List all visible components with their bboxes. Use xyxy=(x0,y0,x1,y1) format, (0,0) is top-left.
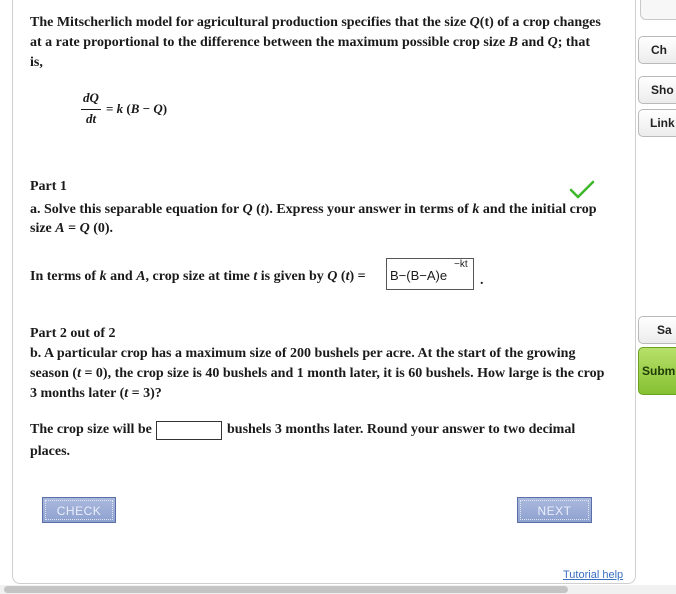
check-button[interactable]: CHECK xyxy=(42,497,116,523)
sidebar-button-4[interactable]: Sa xyxy=(638,316,676,344)
scrollbar-thumb[interactable] xyxy=(4,586,568,593)
correct-check-icon xyxy=(569,180,595,200)
intro-line-2: at a rate proportional to the difference between the maximum possible crop size B and Q; that xyxy=(30,35,590,50)
part1-question-line-1: a. Solve this separable equation for Q (t). Express your answer in terms of k and the initial crop xyxy=(30,202,597,217)
part1-answer-period: . xyxy=(480,273,484,288)
intro-line-3: is, xyxy=(30,55,43,70)
tutorial-help-link[interactable]: Tutorial help xyxy=(563,569,624,581)
crop-size-input[interactable] xyxy=(156,421,222,440)
horizontal-scrollbar[interactable] xyxy=(0,585,676,594)
intro-line-1: The Mitscherlich model for agricultural production specifies that the size Q(t) of a crop changes xyxy=(30,15,601,30)
equation-rhs: = k (B − Q) xyxy=(106,101,168,116)
part2-question-line-2: season (t = 0), the crop size is 40 bushels and 1 month later, it is 60 bushels. How large is the crop xyxy=(30,366,605,381)
part1-answer-box xyxy=(386,258,474,290)
part2-question-line-1: b. A particular crop has a maximum size of 200 bushels per acre. At the start of the growing xyxy=(30,346,576,361)
part2-answer-suffix-2: places. xyxy=(30,444,71,459)
sidebar-button-1[interactable]: Ch xyxy=(638,36,676,64)
sidebar-submit-button[interactable]: Subm xyxy=(638,347,676,395)
next-button[interactable]: NEXT xyxy=(517,497,592,523)
answer-exponent: −kt xyxy=(454,259,468,270)
part2-heading: Part 2 out of 2 xyxy=(30,326,116,341)
part1-answer-prompt: In terms of k and A, crop size at time t is given by Q (t) = xyxy=(30,269,366,284)
sidebar-button-2[interactable]: Sho xyxy=(638,76,676,104)
sidebar-button-3[interactable]: Link xyxy=(638,109,676,137)
equation-fraction-bar xyxy=(81,109,101,110)
part2-question-line-3: 3 months later (t = 3)? xyxy=(30,386,162,401)
part2-answer-prefix: The crop size will be xyxy=(30,422,152,437)
sidebar-top-tab[interactable] xyxy=(640,0,676,20)
answer-base: B−(B−A)e xyxy=(390,268,448,283)
part1-heading: Part 1 xyxy=(30,179,67,194)
equation-numerator: dQ xyxy=(83,90,99,105)
part2-answer-suffix: bushels 3 months later. Round your answer to two decimal xyxy=(227,422,576,437)
equation-denominator: dt xyxy=(85,111,97,126)
part1-question-line-2: size A = Q (0). xyxy=(30,221,114,236)
